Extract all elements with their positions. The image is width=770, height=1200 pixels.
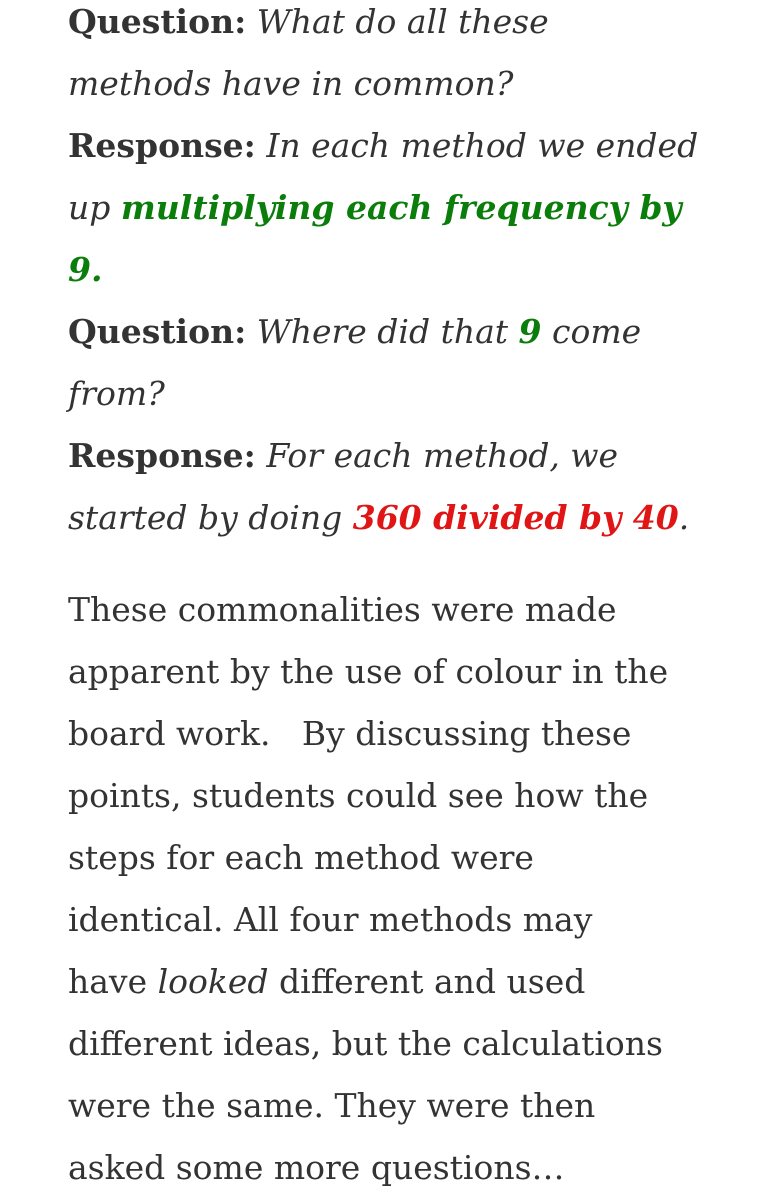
qa-response-2-cont [68,487,728,549]
highlight-green-text: multiplying each frequency by [120,188,682,227]
qa-text: methods have in common? [68,64,514,103]
highlight-green-text: 9 [518,312,542,351]
qa-text: . [678,498,690,537]
qa-text: from? [68,374,165,413]
qa-text: come [541,312,642,351]
qa-question-1 [68,0,728,53]
qa-text: For each method, we [266,436,619,475]
qa-question-2-cont [68,363,728,425]
paragraph-line: apparent by the use of colour in the [68,652,669,691]
qa-question-1-cont [68,53,728,115]
qa-label: Question: [68,2,247,41]
qa-response-1-cont [68,177,728,239]
paragraph-line: were the same. They were then [68,1086,596,1125]
qa-text: up [68,188,121,227]
paragraph-line: different ideas, but the calculations [68,1024,663,1063]
qa-label: Question: [68,312,247,351]
highlight-green-text: 9. [68,250,103,289]
paragraph-line: These commonalities were made [68,590,617,629]
article-content [68,0,728,1199]
body-paragraph [68,579,728,1199]
qa-text: What do all these [256,2,549,41]
qa-response-1 [68,115,728,177]
qa-label: Response: [68,436,256,475]
emphasis-text: looked [157,962,269,1001]
paragraph-line [68,951,728,1013]
paragraph-line: points, students could see how the [68,776,649,815]
paragraph-line: board work. By discussing these [68,714,632,753]
highlight-red-text: 360 divided by 40 [352,498,679,537]
qa-text: Where did that [256,312,519,351]
qa-response-2 [68,425,728,487]
paragraph-line: identical. All four methods may [68,900,593,939]
paragraph-text: different and used [268,962,586,1001]
qa-text: In each method we ended [266,126,699,165]
paragraph-line: asked some more questions… [68,1148,565,1187]
paragraph-line: steps for each method were [68,838,534,877]
qa-text: started by doing [68,498,353,537]
paragraph-text: have [68,962,158,1001]
qa-question-2 [68,301,728,363]
qa-label: Response: [68,126,256,165]
qa-response-1-cont2 [68,239,728,301]
